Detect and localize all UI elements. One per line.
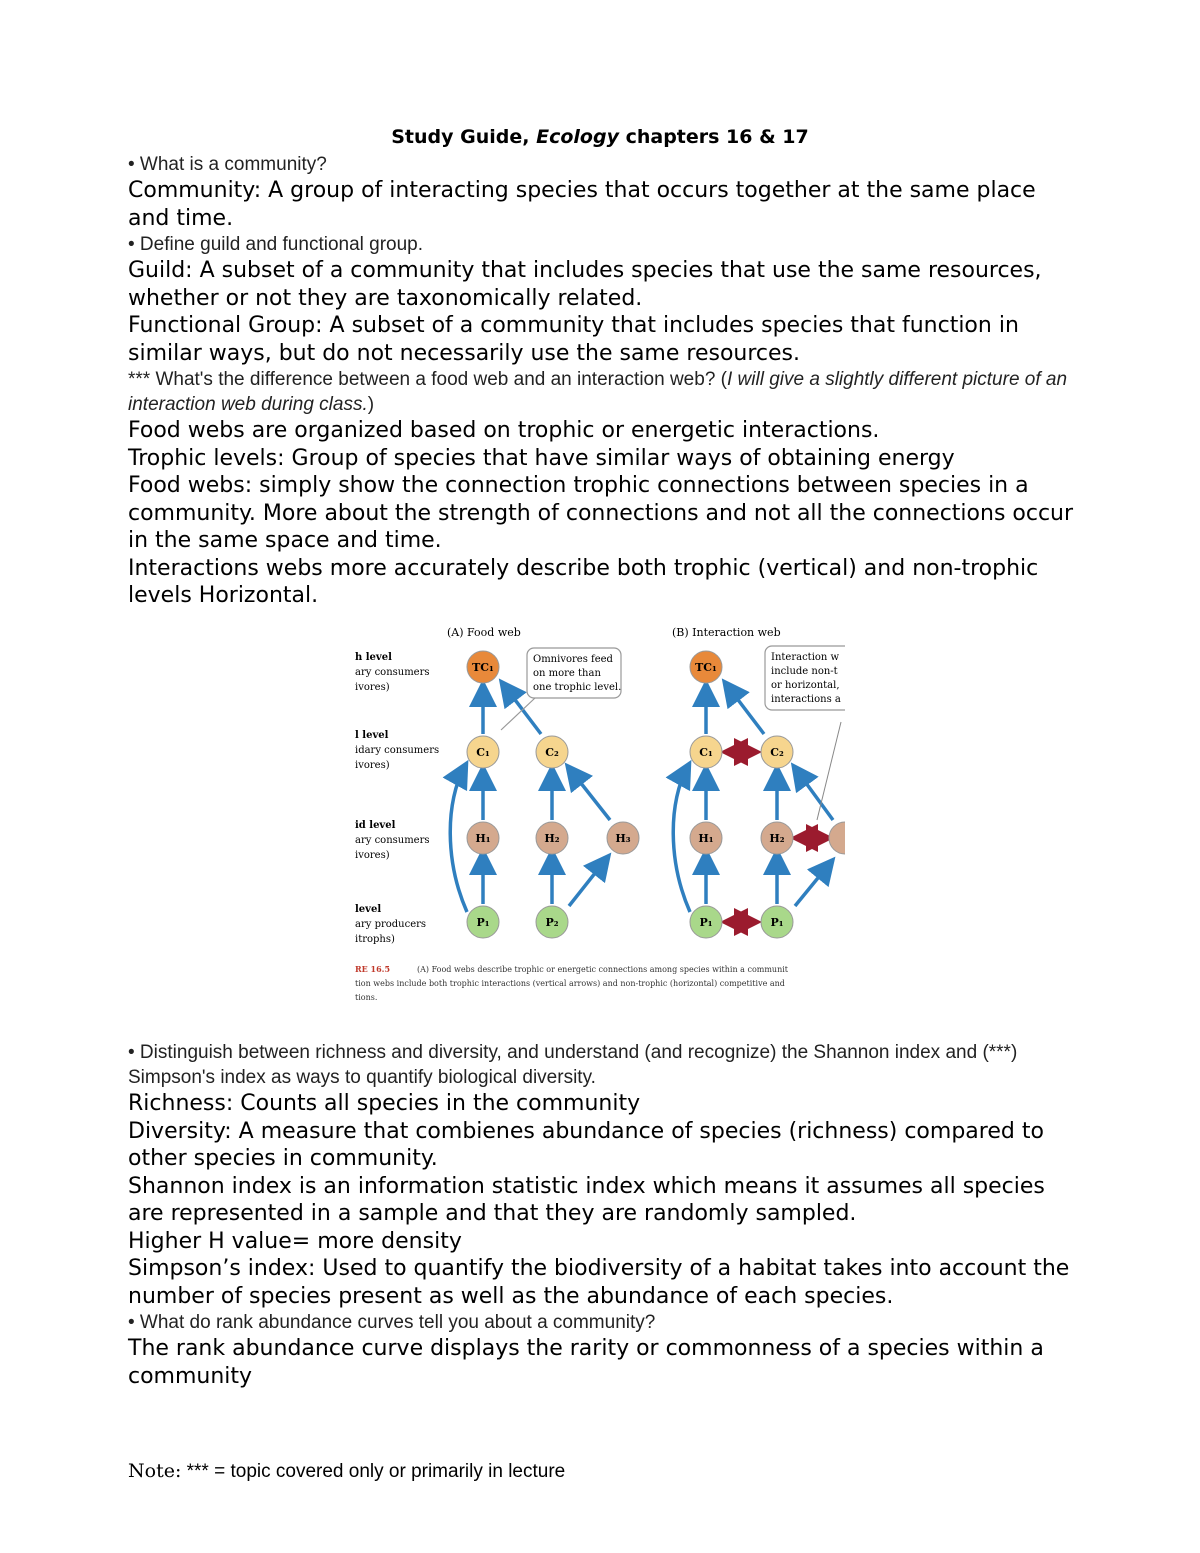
level-label: ivores): [355, 850, 390, 861]
question-guild: • Define guild and functional group.: [128, 234, 424, 255]
svg-text:or horizontal,: or horizontal,: [771, 680, 840, 691]
food-web-figure: [355, 622, 845, 1010]
callout-interaction: [765, 646, 845, 710]
level-label: ivores): [355, 760, 390, 771]
level-label: level: [355, 904, 382, 915]
caption-label: RE 16.5: [355, 964, 391, 974]
level-label: ary consumers: [355, 667, 430, 678]
food-web-diagram: [355, 622, 845, 1010]
svg-text:on more than: on more than: [533, 668, 601, 679]
question-rank-abundance: • What do rank abundance curves tell you about a community?: [128, 1312, 656, 1333]
caption-line: tions.: [355, 993, 378, 1002]
node-label: P₁: [699, 916, 713, 929]
svg-text:one trophic level.: one trophic level.: [533, 682, 622, 693]
node-label: TC₁: [695, 661, 717, 674]
question-diversity: • Distinguish between richness and diversity, and understand (and recognize) the Shannon index and (***) Simpson's index as ways to quantify biological diversity.: [128, 1042, 1018, 1088]
node-label: P₁: [476, 916, 490, 929]
answer-webs-line: Interactions webs more accurately describe both trophic (vertical) and non-trophic levels Horizontal.: [128, 555, 1039, 608]
question-webs: *** What's the difference between a food web and an interaction web? (I will give a slightly different picture of an interaction web during class.): [128, 369, 1068, 415]
answer-diversity-line: Shannon index is an information statistic index which means it assumes all species are represented in a sample and that they are randomly sampled.: [128, 1173, 1045, 1226]
node-label: C₁: [699, 746, 713, 759]
answer-webs-line: Food webs: simply show the connection trophic connections between species in a community. More about the strength of connections and not all the connections occur in the same space and time.: [128, 473, 1074, 553]
panel-b-title: (B) Interaction web: [672, 626, 781, 639]
level-label: itrophs): [355, 934, 395, 945]
node-label: TC₁: [472, 661, 494, 674]
node-label: P₁: [770, 916, 784, 929]
caption-line: tion webs include both trophic interactions (vertical arrows) and non-trophic (horizontal) competitive and: [355, 979, 785, 988]
level-labels: [355, 652, 439, 945]
answer-functional-group: Functional Group: A subset of a community that includes species that function in similar ways, but do not necessarily use the same resources.: [128, 313, 1019, 366]
level-label: ivores): [355, 682, 390, 693]
node-label: H₂: [769, 832, 785, 845]
section-community: [128, 152, 1078, 610]
level-label: h level: [355, 652, 392, 663]
interaction-web-vertical-arrows: [673, 684, 833, 912]
node-label: P₂: [545, 916, 559, 929]
callout-pointer: [817, 722, 841, 820]
answer-diversity-line: Richness: Counts all species in the community: [128, 1091, 641, 1116]
level-label: idary consumers: [355, 745, 440, 756]
level-label: ary producers: [355, 919, 427, 930]
callout-omnivores: [501, 648, 621, 730]
answer-rank-abundance: The rank abundance curve displays the rarity or commonness of a species within a community: [128, 1336, 1044, 1389]
panel-a-title: (A) Food web: [447, 626, 521, 639]
section-diversity: [128, 1040, 1078, 1390]
level-label: ary consumers: [355, 835, 430, 846]
node-label: H₃: [615, 832, 631, 845]
node-label: H₂: [544, 832, 560, 845]
food-web-arrows: [450, 684, 610, 912]
svg-text:interactions a: interactions a: [771, 694, 841, 705]
answer-guild: Guild: A subset of a community that includes species that use the same resources, whether or not they are taxonomically related.: [128, 258, 1042, 311]
question-community: • What is a community?: [128, 154, 327, 175]
answer-diversity-line: Diversity: A measure that combienes abundance of species (richness) compared to other species in community.: [128, 1118, 1044, 1171]
caption-line: (A) Food webs describe trophic or energetic connections among species within a communit: [417, 965, 789, 974]
svg-text:Interaction w: Interaction w: [771, 652, 840, 663]
node-label: C₁: [476, 746, 490, 759]
answer-diversity-line: Simpson’s index: Used to quantify the biodiversity of a habitat takes into account the number of species present as well as the abundance of each species.: [128, 1256, 1070, 1309]
answer-community: Community: A group of interacting species that occurs together at the same place and time.: [128, 178, 1036, 231]
answer-diversity-line: Higher H value= more density: [128, 1228, 462, 1254]
level-label: id level: [355, 820, 396, 831]
answer-webs-line: Food webs are organized based on trophic or energetic interactions.: [128, 418, 880, 443]
svg-text:Omnivores feed: Omnivores feed: [533, 654, 613, 665]
svg-text:include non-t: include non-t: [771, 666, 838, 677]
node-label: C₂: [545, 746, 559, 759]
footnote: Note: *** = topic covered only or primarily in lecture: [128, 1460, 566, 1482]
node-label: H₁: [698, 832, 714, 845]
node-label: C₂: [770, 746, 784, 759]
page-title: Study Guide, Ecology chapters 16 & 17: [391, 126, 809, 148]
figure-caption: [355, 964, 789, 1002]
level-label: l level: [355, 730, 389, 741]
node-label: H₁: [475, 832, 491, 845]
answer-webs-line: Trophic levels: Group of species that have similar ways of obtaining energy: [128, 445, 955, 471]
node-h3-partial: [829, 822, 845, 854]
